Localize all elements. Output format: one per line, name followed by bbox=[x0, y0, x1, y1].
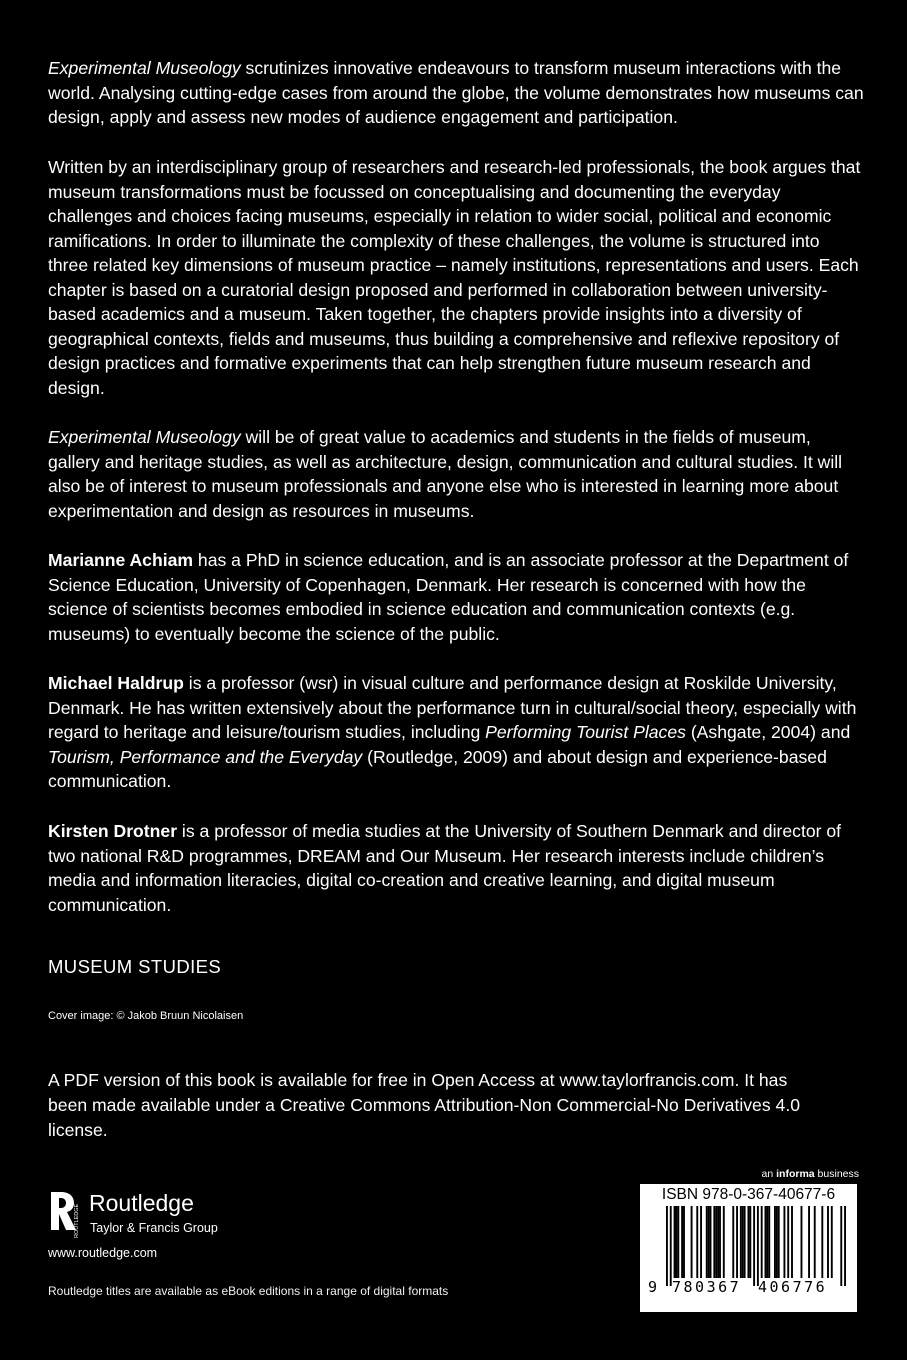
description-paragraph-3 bbox=[48, 425, 864, 523]
author-bio-text: (Routledge, 2009) and about design and experience-based communication. bbox=[48, 746, 827, 791]
barcode-bar bbox=[740, 1206, 742, 1278]
description-paragraph-2 bbox=[48, 155, 864, 400]
book-title: Experimental Museology bbox=[48, 58, 241, 78]
barcode-bar bbox=[808, 1206, 810, 1278]
barcode-bar bbox=[778, 1206, 780, 1278]
isbn-barcode bbox=[640, 1184, 857, 1312]
barcode-bar bbox=[681, 1206, 683, 1278]
barcode-bar bbox=[670, 1206, 672, 1286]
barcode-digits-right: 406776 bbox=[758, 1278, 828, 1296]
barcode-bar bbox=[710, 1206, 712, 1278]
barcode-bar bbox=[706, 1206, 708, 1278]
barcode-bar bbox=[827, 1206, 829, 1278]
barcode-bar bbox=[831, 1206, 833, 1278]
barcode-bar bbox=[675, 1206, 677, 1278]
barcode-bar bbox=[774, 1206, 776, 1278]
logo-vertical-letters: ROUTLEDGE bbox=[74, 1203, 80, 1238]
isbn-number: ISBN 978-0-367-40677-6 bbox=[661, 1186, 836, 1203]
barcode-bar bbox=[761, 1206, 763, 1278]
author-bio-text: has a PhD in science education, and is an associate professor at the Department of Science Education, University of Copenhagen, Denmark. Her research is concerned with how the science of scientists becomes embodied in science education and communication contexts (e.g. museums) to eventually become the science of the public. bbox=[48, 550, 849, 644]
barcode-bar bbox=[747, 1206, 749, 1278]
ebook-note: Routledge titles are available as eBook editions in a range of digital formats bbox=[48, 1284, 449, 1298]
paragraph-text: Written by an interdisciplinary group of researchers and research-led professionals, the book argues that museum transformations must be focussed on conceptualising and documenting the everyday challenges and choices facing museums, especially in relation to wider social, political and economic ramifications. In order to illuminate the complexity of these challenges, the volume is structured into three related key dimensions of museum practice – namely institutions, representations and users. Each chapter is based on a curatorial design proposed and performed in collaboration between university-based academics and a museum. Taken together, the chapters provide insights into a diversity of geographical contexts, fields and museums, thus building a comprehensive and reflexive repository of design practices and formative experiments that can help strengthen future museum research and design. bbox=[48, 157, 861, 398]
barcode-bar bbox=[736, 1206, 738, 1278]
barcode-bar bbox=[765, 1206, 767, 1278]
series-label: MUSEUM STUDIES bbox=[48, 956, 222, 977]
barcode-digits-left: 780367 bbox=[672, 1278, 742, 1296]
barcode-bar bbox=[753, 1206, 755, 1286]
book-title: Experimental Museology bbox=[48, 427, 241, 447]
author-name: Marianne Achiam bbox=[48, 550, 194, 570]
barcode-bar bbox=[757, 1206, 759, 1286]
barcode-bar bbox=[719, 1206, 721, 1278]
barcode-bar bbox=[744, 1206, 746, 1278]
barcode-bar bbox=[821, 1206, 823, 1278]
barcode-bar bbox=[732, 1206, 734, 1278]
author-bio-text: is a professor of media studies at the University of Southern Denmark and director of two national R&D programmes, DREAM and Our Museum. Her research interests include children’s media and information literacies, digital co-creation and creative learning, and digital museum communication. bbox=[48, 821, 842, 915]
barcode-bar bbox=[742, 1206, 744, 1278]
barcode-bar bbox=[749, 1206, 751, 1278]
barcode-bar bbox=[791, 1206, 793, 1278]
barcode-bars bbox=[666, 1206, 846, 1286]
barcode-bar bbox=[814, 1206, 816, 1278]
author-bio-text: (Ashgate, 2004) and bbox=[685, 722, 851, 742]
publisher-website: www.routledge.com bbox=[48, 1246, 158, 1260]
author-bio-haldrup bbox=[48, 671, 864, 794]
routledge-r-icon bbox=[48, 1190, 80, 1242]
barcode-bar bbox=[677, 1206, 679, 1278]
barcode-bar bbox=[715, 1206, 717, 1278]
author-bio-text: is a professor (wsr) in visual culture and performance design at Roskilde University, Denmark. He has written extensively about the performance turn in cultural/social theory, especially with regard to heritage and leisure/tourism studies, including bbox=[48, 673, 857, 742]
barcode-bar bbox=[801, 1206, 803, 1278]
barcode-bar bbox=[700, 1206, 702, 1278]
routledge-logo bbox=[48, 1190, 248, 1242]
informa-brand: informa bbox=[776, 1168, 815, 1180]
informa-suffix: business bbox=[814, 1168, 859, 1180]
author-name: Kirsten Drotner bbox=[48, 821, 178, 841]
author-name: Michael Haldrup bbox=[48, 673, 184, 693]
barcode-bar bbox=[717, 1206, 719, 1278]
barcode-bar bbox=[666, 1206, 668, 1286]
open-access-note: A PDF version of this book is available for free in Open Access at www.taylorfrancis.com. It has been made available under a Creative Commons Attribution-Non Commercial-No Derivatives 4.0 license. bbox=[48, 1070, 800, 1140]
barcode-bar bbox=[768, 1206, 770, 1278]
author-bio-achiam bbox=[48, 548, 864, 646]
barcode-bar bbox=[766, 1206, 768, 1278]
book-reference: Tourism, Performance and the Everyday bbox=[48, 746, 363, 767]
barcode-bar bbox=[776, 1206, 778, 1278]
barcode-bar bbox=[674, 1206, 676, 1278]
cover-image-credit: Cover image: © Jakob Bruun Nicolaisen bbox=[48, 1010, 244, 1022]
barcode-bar bbox=[696, 1206, 698, 1278]
barcode-bar bbox=[683, 1206, 685, 1278]
barcode-bar bbox=[691, 1206, 693, 1278]
publisher-name: Routledge bbox=[89, 1190, 194, 1216]
barcode-digit-first: 9 bbox=[648, 1278, 658, 1296]
book-reference: Performing Tourist Places bbox=[485, 722, 686, 742]
barcode-bar bbox=[844, 1206, 846, 1286]
paragraph-text: scrutinizes innovative endeavours to transform museum interactions with the world. Analysing cutting-edge cases from around the globe, the volume demonstrates how museums can design, apply and assess new modes of audience engagement and participation. bbox=[48, 58, 864, 127]
barcode-bar bbox=[723, 1206, 725, 1278]
informa-prefix: an bbox=[761, 1168, 777, 1180]
description-paragraph-1 bbox=[48, 56, 864, 130]
author-bio-drotner bbox=[48, 819, 864, 917]
paragraph-text: will be of great value to academics and students in the fields of museum, gallery and heritage studies, as well as architecture, design, communication and cultural studies. It will also be of interest to museum professionals and anyone else who is interested in learning more about experimentation and design as resources in museums. bbox=[48, 427, 843, 521]
barcode-bar bbox=[713, 1206, 715, 1278]
barcode-bar bbox=[783, 1206, 785, 1278]
barcode-bar bbox=[840, 1206, 842, 1286]
publisher-group: Taylor & Francis Group bbox=[90, 1221, 218, 1235]
barcode-bar bbox=[787, 1206, 789, 1278]
informa-business-label bbox=[762, 1168, 859, 1180]
barcode-bar bbox=[708, 1206, 710, 1278]
